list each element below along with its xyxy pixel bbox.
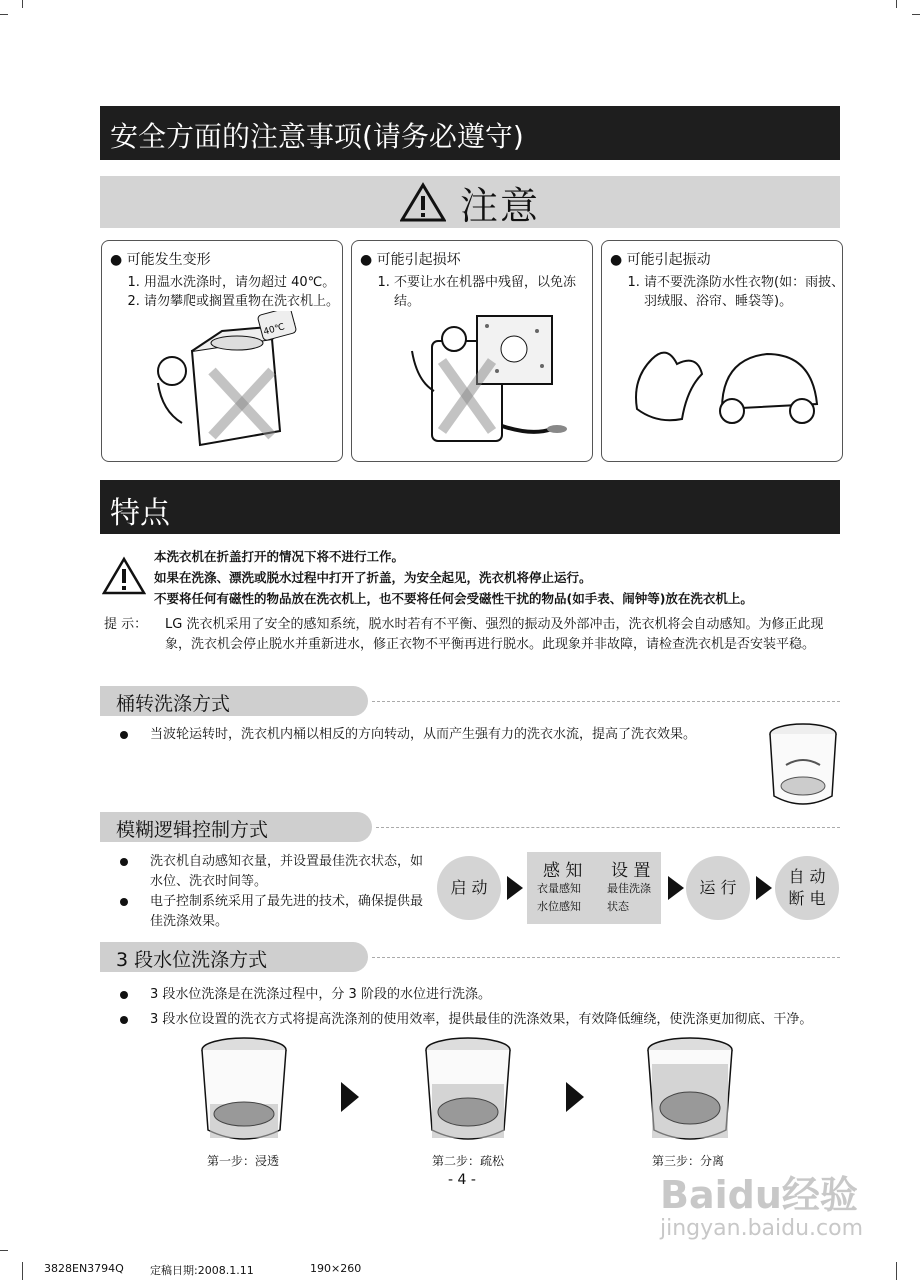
features-title: 特点	[110, 496, 170, 531]
washer-climb-illustration	[152, 311, 302, 451]
crop-mark	[896, 0, 897, 8]
crop-mark	[0, 1250, 8, 1251]
sense-title: 感 知	[543, 861, 583, 881]
waterproof-clothes-illustration	[627, 339, 827, 429]
set-title: 设 置	[611, 861, 651, 881]
crop-mark	[912, 14, 920, 15]
arrow-right-icon	[668, 876, 684, 900]
warning-line: 如果在洗涤、漂洗或脱水过程中打开了折盖，为安全起见，洗衣机将停止运行。	[154, 570, 592, 585]
flow-start: 启 动	[437, 856, 501, 920]
bullet-text: 3 段水位洗涤是在洗涤过程中，分 3 阶段的水位进行洗涤。	[150, 987, 491, 1002]
crop-mark	[22, 0, 23, 8]
footer-code: 3828EN3794Q	[44, 1262, 124, 1275]
step-caption: 第三步：分离	[652, 1154, 725, 1168]
caution-box-damage	[351, 240, 593, 462]
washer-tub-illustration	[766, 720, 840, 812]
crop-mark	[0, 14, 8, 15]
footer-size: 190×260	[310, 1262, 362, 1275]
sense-sub: 衣量感知 水位感知	[537, 882, 581, 913]
caution-label: 注意	[459, 183, 540, 228]
tub-step-2-illustration	[422, 1034, 514, 1150]
box-list	[624, 273, 849, 311]
divider	[372, 957, 840, 958]
bullet-text: 3 段水位设置的洗衣方式将提高洗涤剂的使用效率，提供最佳的洗涤效果，有效降低缠绕，使洗涤更加彻底、干净。	[150, 1012, 813, 1027]
page-number: - 4 -	[448, 1172, 476, 1188]
section-title: 3 段水位洗涤方式	[116, 949, 268, 971]
arrow-right-icon	[566, 1082, 584, 1112]
box-heading: ● 可能引起损坏	[360, 252, 461, 268]
list-item: 1. 请不要洗涤防水性衣物(如：雨披、羽绒服、浴帘、睡袋等)。	[644, 273, 849, 311]
bullet-dot	[120, 898, 128, 906]
crop-mark	[22, 1262, 23, 1280]
crop-mark	[896, 1262, 897, 1280]
tub-step-1-illustration	[198, 1034, 290, 1150]
warning-line: 本洗衣机在折盖打开的情况下将不进行工作。	[154, 549, 405, 564]
arrow-right-icon	[756, 876, 772, 900]
tip-label: 提 示：	[104, 617, 148, 632]
list-item: 2. 请勿攀爬或搁置重物在洗衣机上。	[144, 292, 349, 311]
divider	[372, 701, 840, 702]
bullet-dot	[120, 731, 128, 739]
bullet-text: 当波轮运转时，洗衣机内桶以相反的方向转动，从而产生强有力的洗衣水流，提高了洗衣效果。	[150, 727, 697, 742]
list-item: 1. 不要让水在机器中残留，以免冻结。	[394, 273, 599, 311]
step-caption: 第一步：浸透	[207, 1154, 280, 1168]
warning-line: 不要将任何有磁性的物品放在洗衣机上，也不要将任何会受磁性干扰的物品(如手表、闹钟等)放在洗衣机上。	[154, 591, 753, 606]
list-item: 1. 用温水洗涤时，请勿超过 40℃。	[144, 273, 349, 292]
bullet-text: 洗衣机自动感知衣量，并设置最佳洗衣状态，如水位、洗衣时间等。	[150, 854, 424, 889]
page-title: 安全方面的注意事项(请务必遵守)	[110, 120, 524, 153]
box-list	[374, 273, 599, 311]
set-sub: 最佳洗涤 状态	[607, 882, 651, 913]
flow-auto-off: 自 动 断 电	[775, 856, 839, 920]
box-list	[124, 273, 349, 311]
box-heading: ● 可能发生变形	[110, 252, 211, 268]
tip-text: LG 洗衣机采用了安全的感知系统，脱水时若有不平衡、强烈的振动及外部冲击，洗衣机将会自动感知。为修正此现象，洗衣机会停止脱水并重新进水，修正衣物不平衡再进行脱水。此现象并非故障，请检查洗衣机是否安装平稳。	[165, 617, 824, 652]
section-header	[100, 686, 368, 716]
watermark-url: jingyan.baidu.com	[660, 1216, 864, 1241]
bullet-dot	[120, 991, 128, 999]
arrow-right-icon	[341, 1082, 359, 1112]
footer-date: 定稿日期:2008.1.11	[150, 1264, 254, 1277]
divider	[376, 827, 840, 828]
watermark-logo: Baidu经验	[660, 1173, 858, 1217]
section-title: 模糊逻辑控制方式	[116, 819, 269, 841]
features-title-bar	[100, 480, 840, 534]
caution-box-vibration	[601, 240, 843, 462]
freezing-washer-illustration	[392, 311, 572, 451]
warning-triangle-icon	[102, 556, 146, 596]
page-title-bar	[100, 106, 840, 160]
flow-run: 运 行	[686, 856, 750, 920]
flow-sense-set	[527, 852, 661, 924]
bullet-dot	[120, 1016, 128, 1024]
caution-box-deformation	[101, 240, 343, 462]
section-header	[100, 942, 368, 972]
arrow-right-icon	[507, 876, 523, 900]
box-heading: ● 可能引起振动	[610, 252, 711, 268]
bullet-dot	[120, 858, 128, 866]
temperature-badge: 40℃	[262, 322, 286, 338]
section-title: 桶转洗涤方式	[116, 693, 231, 715]
caution-banner	[100, 176, 840, 228]
section-header	[100, 812, 372, 842]
bullet-text: 电子控制系统采用了最先进的技术，确保提供最佳洗涤效果。	[150, 894, 424, 929]
tub-step-3-illustration	[644, 1034, 736, 1150]
warning-triangle-icon	[400, 182, 446, 222]
step-caption: 第二步：疏松	[432, 1154, 505, 1168]
